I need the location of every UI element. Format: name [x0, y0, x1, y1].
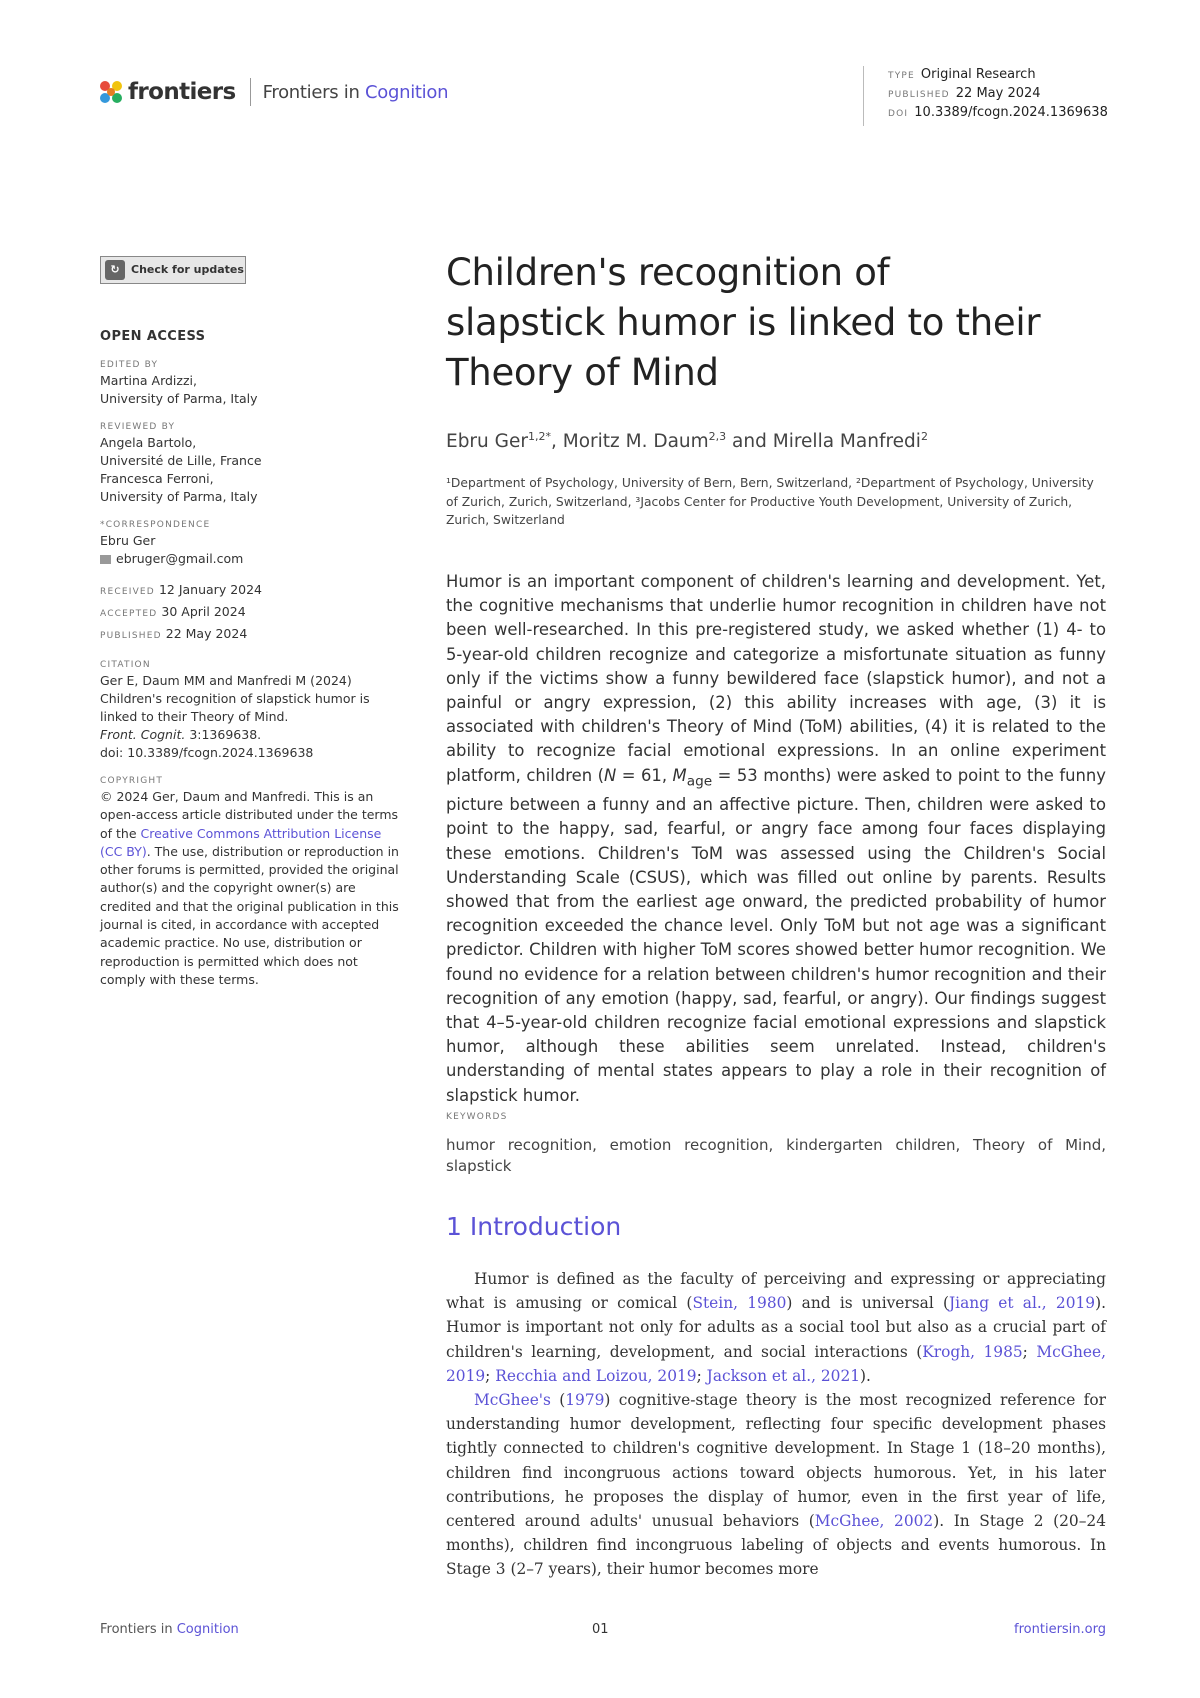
paragraph — [446, 1267, 1106, 1388]
article-title — [446, 248, 1104, 398]
author-separator: and — [726, 431, 773, 453]
author-name[interactable]: Ebru Ger — [446, 431, 528, 453]
abstract-n: N — [604, 765, 617, 785]
citation-journal: Front. Cognit. — [100, 727, 186, 742]
meta-type-value: Original Research — [920, 67, 1036, 82]
copyright-before: © 2024 Ger, Daum and Manfredi. This is an open-access article distributed under the terms of the — [100, 789, 399, 841]
citation-link[interactable]: McGhee, 2002 — [814, 1512, 934, 1531]
title-line: slapstick humor is linked to their — [446, 301, 1041, 344]
paragraph-text: ; — [1022, 1342, 1037, 1361]
abstract-text: Humor is an important component of children's learning and development. Yet, the cognitive mechanisms that underlie humor recognition in children have not been well-researched. In this pre-registered study, we asked whether (1) 4- to 5-year-old children recognize and categorize a misfortunate situation as funny only if the victims show a funny bewildered face (slapstick humor), and not a painful or angry expression, (2) this ability increases with age, (3) it is associated with children's Theory of Mind (ToM) abilities, (4) it is related to the ability to recognize facial emotional expressions. In an online experiment platform, children ( — [446, 572, 1106, 785]
dates-block — [100, 580, 400, 646]
frontiers-logo-icon — [98, 79, 124, 105]
keywords: humor recognition, emotion recognition, kindergarten children, Theory of Mind, slapstick — [446, 1136, 1106, 1175]
paragraph-text: ). — [860, 1366, 871, 1385]
journal-accent: Cognition — [364, 81, 449, 103]
citation-line: linked to their Theory of Mind. — [100, 709, 289, 724]
meta-type — [888, 66, 1108, 85]
cc-by-license-link[interactable]: Creative Commons Attribution License (CC BY) — [100, 825, 382, 859]
check-for-updates-button[interactable] — [100, 256, 246, 284]
footer-journal[interactable] — [100, 1622, 239, 1637]
citation-label: CITATION — [100, 660, 151, 670]
journal-prefix: Frontiers in — [262, 81, 360, 103]
meta-type-key: TYPE — [888, 71, 915, 81]
citation-link[interactable]: Krogh, 1985 — [922, 1342, 1023, 1361]
meta-published — [888, 85, 1108, 104]
citation-link[interactable]: Jackson et al., 2021 — [706, 1366, 861, 1385]
author-separator: , — [550, 431, 563, 453]
author-list — [446, 430, 928, 452]
introduction-body — [446, 1267, 1106, 1582]
section-heading-introduction: 1 Introduction — [446, 1212, 622, 1241]
footer-journal-prefix: Frontiers in — [100, 1622, 173, 1637]
citation-link[interactable]: 1979 — [565, 1391, 605, 1410]
abstract-m-subscript: age — [686, 772, 713, 789]
copyright-text — [100, 788, 400, 989]
article-meta — [863, 66, 1108, 126]
keywords-label: KEYWORDS — [446, 1112, 508, 1122]
sidebar — [100, 256, 400, 989]
paragraph-text: ( — [550, 1391, 566, 1410]
reviewer-name: Angela Bartolo, — [100, 435, 197, 450]
author-name[interactable]: Moritz M. Daum — [562, 431, 709, 453]
author-affiliation-marker: 2,3 — [708, 430, 727, 443]
citation-link[interactable]: McGhee's — [474, 1391, 551, 1410]
journal-name[interactable] — [263, 82, 449, 103]
abstract-text: = 53 months) were asked to point to the funny picture between a funny and an affective picture. Then, children were asked to point to the happy, sad, fearful, or angry face among four faces displaying these emotions. Children's ToM was assessed using the Children's Social Understanding Scale (CSUS), which was filled out online by parents. Results showed that from the earliest age onward, the predicted probability of humor recognition exceeded the chance level. Only ToM but not age was a significant predictor. Children with higher ToM scores showed better humor recognition. We found no evidence for a relation between children's humor recognition and their recognition of any emotion (happy, sad, fearful, or angry). Our findings suggest that 4–5-year-old children recognize facial emotional expressions and slapstick humor, although these abilities seem unrelated. Instead, children's understanding of mental states appears to play a role in their recognition of slapstick humor. — [446, 765, 1106, 1105]
date-accepted — [100, 602, 400, 624]
edited-by-label: EDITED BY — [100, 360, 159, 370]
date-received — [100, 580, 400, 602]
editor-affiliation: University of Parma, Italy — [100, 391, 258, 406]
date-published-key: PUBLISHED — [100, 631, 162, 641]
citation-link[interactable]: Jiang et al., 2019 — [949, 1294, 1096, 1313]
reviewer-affiliation: Université de Lille, France — [100, 453, 262, 468]
paragraph-text: ) cognitive-stage theory is the most recognized reference for understanding humor development, reflecting four specific development phases tightly connected to children's cognitive development. In Stage 1 (18–20 months), children find incongruous actions toward objects humorous. Yet, in his later contributions, he proposes the display of humor, even in the first year of life, centered around adults' unusual behaviors ( — [446, 1391, 1106, 1531]
abstract — [446, 570, 1106, 1108]
frontiers-logo[interactable] — [98, 74, 448, 110]
meta-published-value: 22 May 2024 — [955, 86, 1041, 101]
author-affiliation-marker: 2 — [920, 430, 928, 443]
email-address[interactable]: ebruger@gmail.com — [116, 551, 244, 566]
correspondence-label: *CORRESPONDENCE — [100, 520, 211, 530]
title-line: Children's recognition of — [446, 251, 890, 294]
paragraph-text: Humor is defined as the faculty of perceiving and expressing or appreciating what is amusing or comical ( — [446, 1270, 1106, 1313]
footer-site-link[interactable]: frontiersin.org — [1014, 1622, 1106, 1637]
page-number: 01 — [592, 1622, 609, 1637]
reviewer-affiliation: University of Parma, Italy — [100, 489, 258, 504]
abstract-text: = 61, — [616, 765, 673, 785]
reviewer-name: Francesca Ferroni, — [100, 471, 214, 486]
paragraph-text: ). Humor is important not only for adults as a social tool but also as a crucial part of children's learning, development, and social interactions ( — [446, 1294, 1106, 1361]
date-received-value: 12 January 2024 — [158, 582, 263, 597]
paragraph — [446, 1388, 1106, 1582]
citation-link[interactable]: Recchia and Loizou, 2019 — [495, 1366, 697, 1385]
citation-journal-line — [100, 726, 400, 744]
paragraph-text: ). In Stage 2 (20–24 months), children find incongruous labeling of objects and events humorous. In Stage 3 (2–7 years), their humor becomes more — [446, 1512, 1107, 1579]
citation-line: Children's recognition of slapstick humor is — [100, 691, 370, 706]
citation-doi[interactable]: doi: 10.3389/fcogn.2024.1369638 — [100, 745, 314, 760]
meta-doi-value[interactable]: 10.3389/fcogn.2024.1369638 — [914, 105, 1108, 120]
paragraph-text: ; — [696, 1366, 707, 1385]
correspondence-name: Ebru Ger — [100, 533, 156, 548]
open-access-label: OPEN ACCESS — [100, 329, 206, 344]
refresh-icon: ↻ — [105, 260, 125, 280]
date-published — [100, 624, 400, 646]
editor-name: Martina Ardizzi, — [100, 373, 197, 388]
logo-wordmark: frontiers — [128, 79, 236, 105]
affiliations: ¹Department of Psychology, University of Bern, Bern, Switzerland, ²Department of Psychology, University of Zurich, Zurich, Switzerland, ³Jacobs Center for Productive Youth Development, University of Zurich, Zurich, Switzerland — [446, 476, 1094, 527]
meta-published-key: PUBLISHED — [888, 90, 950, 100]
abstract-m: M — [672, 765, 687, 785]
date-accepted-value: 30 April 2024 — [161, 604, 246, 619]
check-updates-label: Check for updates — [131, 263, 244, 276]
copyright-after: . The use, distribution or reproduction in other forums is permitted, provided the original author(s) and the copyright owner(s) are credited and that the original publication in this journal is cited, in accordance with accepted academic practice. No use, distribution or reproduction is permitted which does not comply with these terms. — [100, 843, 399, 987]
citation-volume: 3:1369638. — [189, 727, 262, 742]
correspondence-email[interactable] — [100, 550, 400, 568]
reviewed-by-label: REVIEWED BY — [100, 422, 176, 432]
author-affiliation-marker: 1,2* — [527, 430, 551, 443]
author-name[interactable]: Mirella Manfredi — [772, 431, 921, 453]
citation-link[interactable]: McGhee, 2019 — [446, 1342, 1107, 1385]
paragraph-text: ; — [485, 1366, 496, 1385]
date-published-value: 22 May 2024 — [165, 626, 248, 641]
logo-divider — [250, 78, 251, 106]
date-accepted-key: ACCEPTED — [100, 609, 158, 619]
citation-link[interactable]: Stein, 1980 — [692, 1294, 787, 1313]
title-line: Theory of Mind — [446, 351, 719, 394]
meta-doi-key: DOI — [888, 109, 909, 119]
meta-doi[interactable] — [888, 104, 1108, 123]
citation-line: Ger E, Daum MM and Manfredi M (2024) — [100, 673, 352, 688]
date-received-key: RECEIVED — [100, 587, 155, 597]
footer-journal-accent: Cognition — [176, 1622, 239, 1637]
copyright-label: COPYRIGHT — [100, 776, 164, 786]
paragraph-text: ) and is universal ( — [786, 1294, 950, 1313]
mail-icon — [100, 555, 111, 564]
